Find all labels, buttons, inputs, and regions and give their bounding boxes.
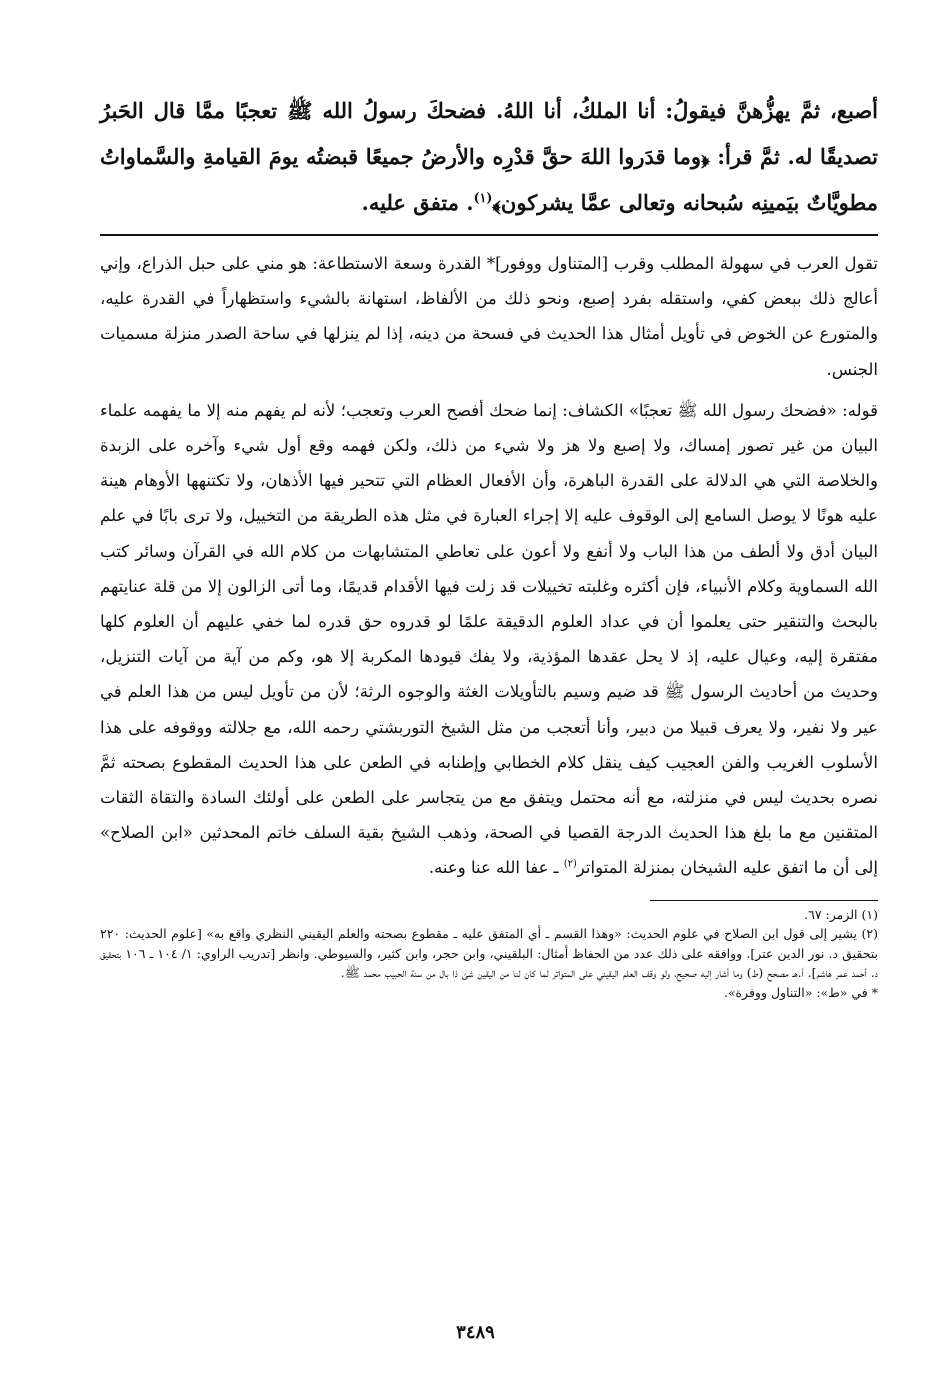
page-body [100,88,878,1003]
commentary-paragraph-2-end: ـ عفا الله عنا وعنه. [428,858,564,878]
footnote-2: (٢) يشير إلى قول ابن الصلاح في علوم الحديث: «وهذا القسم ـ أي المتفق عليه ـ مقطوع بصحته والعلم اليقيني النظري واقع به» [علوم الحديث: ٢٢٠ بتحقيق د. نور الدين عتر]. ووافقه على ذلك عدد من الحفاظ أمثال: البلقيني، وابن حجر، وابن كثير، والسيوطي. وانظر [تدريب الراوي: ١/ ١٠٤ ـ ١٠٦ بتحقيق د. أحمد عمر هاشم]. أ.هـ مصحح (ط) وما أشار إليه صحيح، ولو وقف العلم اليقيني على المتواتر لما كان لنا من اليقين شئ ذا بال من سنة الحبيب محمد ﷺ. [100,926,879,981]
footnote-divider [650,900,878,901]
footnotes [100,905,878,1003]
footnote-ref-1: (١) [473,190,493,205]
footnote-star: * في «ط»: «التناول ووفرة». [723,985,878,1001]
footnote-ref-2: (٢) [563,858,577,870]
hadith-part-2: . متفق عليه. [361,190,474,215]
commentary-paragraph-1: تقول العرب في سهولة المطلب وقرب [المتناول ووفور]* القدرة وسعة الاستطاعة: هو مني على حبل الذراع، وإني أعالج ذلك ببعض كفي، واستقله بفرد إصبع، ونحو ذلك من الألفاظ، استهانة بالشيء واستظهاراً في القدرة عليه، والمتورع عن الخوض في تأويل أمثال هذا الحديث في فسحة من دينه، إذا لم ينزلها في ساحة الصدر منزلة مسميات الجنس. [100,254,878,379]
quran-verse: ﴿وما قدَروا اللهَ حقَّ قدْرِه والأرضُ جميعًا قبضتُه يومَ القيامةِ والسَّماواتُ مطويَّاتٌ بيَمينِه سُبحانه وتعالى عمَّا يشركون﴾ [100,144,878,215]
hadith-text [100,88,878,226]
commentary-paragraph-2 [100,393,878,886]
footnote-1: (١) الزمر: ٦٧. [804,906,878,922]
hadith-part-1: أصبع، ثمَّ يهزُّهنَّ فيقولُ: أنا الملكُ، أنا اللهُ. فضحكَ رسولُ الله ﷺ تعجبًا ممَّا قال الحَبرُ تصديقًا له. ثمَّ قرأ: [100,98,878,169]
commentary-paragraph-2-text: قوله: «فضحك رسول الله ﷺ تعجبًا» الكشاف: إنما ضحك أفصح العرب وتعجب؛ لأنه لم يفهم منه إلا ما يفهمه علماء البيان من غير تصور إمساك، ولا إصبع ولا هز ولا شيء من ذلك، ولكن فهمه وقع أول شيء وآخره على الزبدة والخلاصة التي هي الدلالة على القدرة الباهرة، وأن الأفعال العظام التي تتحير فيها الأذهان، ولا تكتنهها الأوهام هينة عليه هونًا لا يوصل السامع إلى الوقوف عليه إلا إجراء العبارة في مثل هذه الطريقة من التخييل، ولا ترى بابًا في علم البيان أدق ولا ألطف من هذا الباب ولا أنفع ولا أعون على تعاطي المتشابهات من كلام الله في القرآن وسائر كتب الله السماوية وكلام الأنبياء، فإن أكثره وغلبته تخييلات قد زلت فيها الأقدام قديمًا، وما أتى الزالون إلا من قلة عنايتهم بالبحث والتنقير حتى يعلموا أن في عداد العلوم الدقيقة علمًا لو قدروه حق قدره لما خفي عليهم أن العلوم كلها مفتقرة إليه، وعيال عليه، إذ لا يحل عقدها المؤذية، ولا يفك قيودها المكربة إلا هو، وكم من آية من آيات التنزيل، وحديث من أحاديث الرسول ﷺ قد ضيم وسيم بالتأويلات الغثة والوجوه الرثة؛ لأن من تأويل ليس من هذا العلم في عير ولا نفير، ولا يعرف قبيلا من دبير، وأنا أتعجب من مثل الشيخ التوربشتي رحمه الله، مع جلالته ووقوفه على هذا الأسلوب الغريب والفن العجيب كيف ينقل كلام الخطابي وإطنابه في الطعن على هذا الحديث المقطوع بصحته ثمَّ نصره بحديث ليس في منزلته، مع أنه محتمل ويتفق مع من يتجاسر على الطعن على أولئك السادة والتقاة الثقات المتقنين مع ما بلغ هذا الحديث الدرجة القصيا في الصحة، وذهب الشيخ بقية السلف خاتم المحدثين «ابن الصلاح» إلى أن ما اتفق عليه الشيخان بمنزلة المتواتر [100,400,878,878]
commentary [100,246,878,886]
page-number: ٣٤٨٩ [456,1322,495,1343]
main-divider [100,234,878,236]
